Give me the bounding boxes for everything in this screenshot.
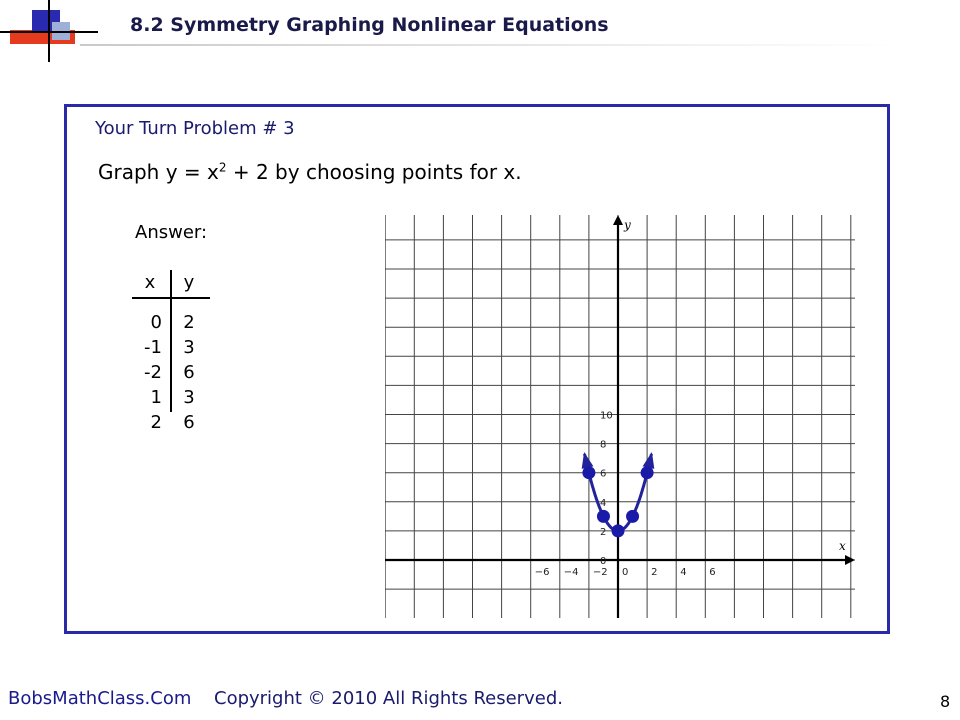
plotted-point (582, 466, 595, 479)
table-vertical-rule (170, 270, 172, 412)
header-divider (80, 44, 900, 46)
table-cell-x: 2 (150, 412, 162, 433)
table-cell-x: 1 (150, 387, 162, 408)
y-tick-label: 8 (600, 439, 607, 451)
y-tick-label: 4 (600, 497, 607, 509)
plotted-point (597, 510, 610, 523)
instruction-text-pre: Graph y = x (98, 160, 219, 184)
answer-label: Answer: (135, 222, 208, 243)
slide-title: 8.2 Symmetry Graphing Nonlinear Equations (130, 14, 609, 36)
y-tick-label: 6 (600, 468, 607, 480)
parabola-graph (385, 215, 855, 618)
x-axis-label: x (839, 539, 846, 553)
x-tick-label: −6 (534, 567, 550, 578)
y-axis-label: y (624, 218, 631, 232)
slide-logo-icon (0, 0, 100, 70)
problem-heading: Your Turn Problem # 3 (95, 118, 295, 139)
xy-table (132, 270, 212, 440)
x-tick-label: 0 (622, 567, 629, 578)
y-tick-label: 0 (600, 556, 607, 567)
table-cell-y: 3 (183, 387, 195, 408)
plotted-point (626, 510, 639, 523)
x-tick-label: −4 (563, 567, 579, 578)
x-tick-label: 2 (651, 567, 658, 578)
x-tick-label: −2 (592, 567, 608, 578)
y-tick-label: 2 (600, 526, 607, 538)
table-cell-y: 6 (183, 412, 195, 433)
plotted-point (641, 466, 654, 479)
x-tick-label: 6 (709, 567, 716, 578)
x-axis-arrow (845, 555, 855, 565)
problem-instruction (98, 160, 522, 184)
y-tick-label: 10 (600, 410, 613, 422)
plotted-point (612, 524, 625, 537)
table-cell-x: -1 (144, 337, 162, 358)
x-tick-label: 4 (680, 567, 687, 578)
table-cell-y: 3 (183, 337, 195, 358)
instruction-text-post: + 2 by choosing points for x. (226, 160, 522, 184)
table-header-x: x (144, 272, 156, 293)
table-cell-y: 2 (183, 312, 195, 333)
table-cell-x: -2 (144, 362, 162, 383)
footer-brand: BobsMathClass.Com (8, 688, 192, 709)
table-header-y: y (183, 272, 195, 293)
y-axis-arrow (613, 215, 623, 225)
table-horizontal-rule (132, 297, 210, 299)
instruction-exponent: 2 (218, 160, 227, 175)
table-cell-x: 0 (150, 312, 162, 333)
footer-copyright: Copyright © 2010 All Rights Reserved. (214, 688, 563, 709)
page-number: 8 (940, 692, 951, 711)
table-cell-y: 6 (183, 362, 195, 383)
